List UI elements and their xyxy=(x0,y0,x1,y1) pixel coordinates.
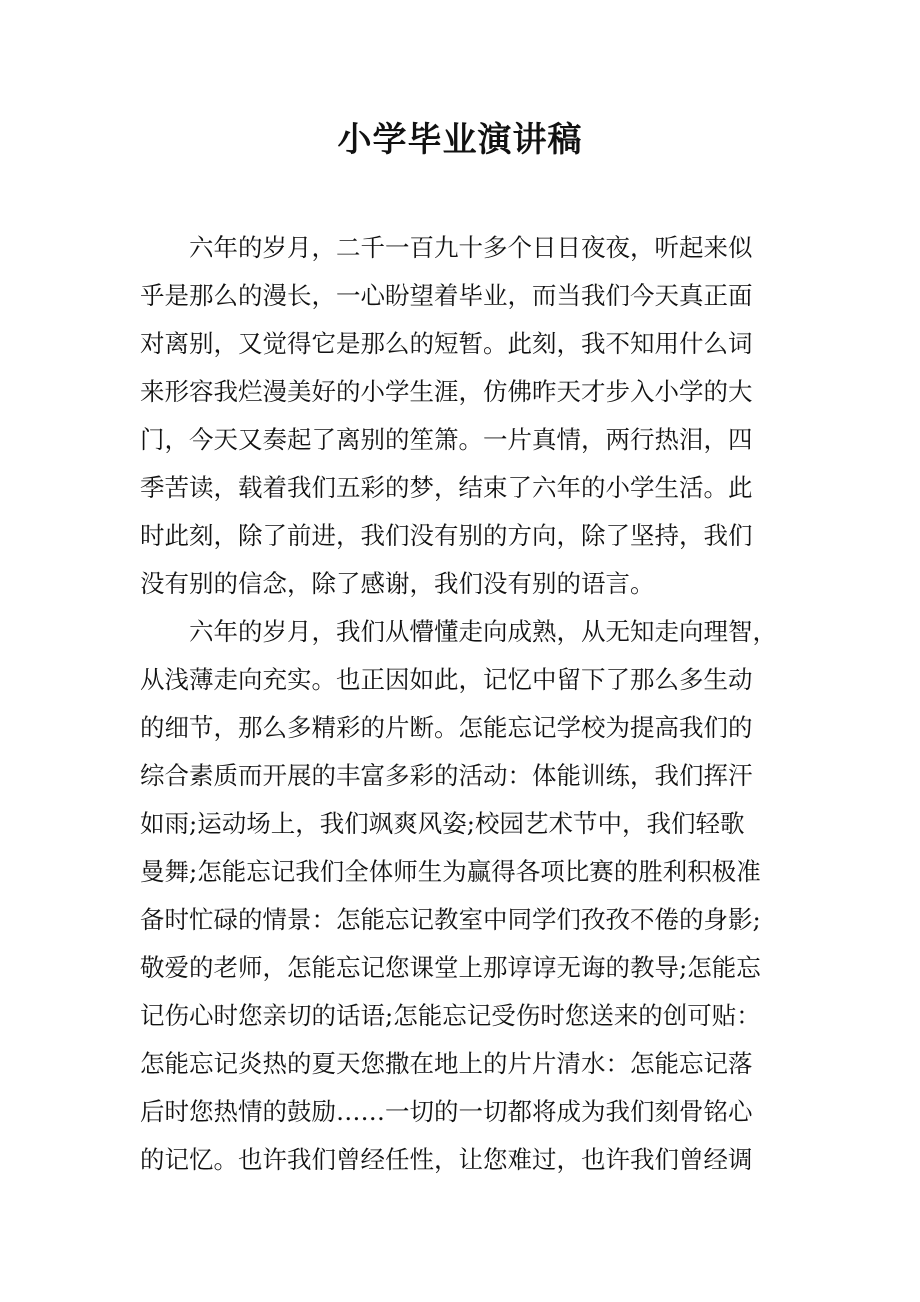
text-line: 门，今天又奏起了离别的笙箫。一片真情，两行热泪，四 xyxy=(140,425,753,454)
text-line: 季苦读，载着我们五彩的梦，结束了六年的小学生活。此 xyxy=(140,473,753,502)
text-line: 对离别，又觉得它是那么的短暂。此刻，我不知用什么词 xyxy=(140,329,753,358)
text-line: 如雨;运动场上，我们飒爽风姿;校园艺术节中，我们轻歌 xyxy=(140,809,745,838)
text-line: 没有别的信念，除了感谢，我们没有别的语言。 xyxy=(140,569,655,598)
text-line: 记伤心时您亲切的话语;怎能忘记受伤时您送来的创可贴： xyxy=(140,1001,761,1030)
text-line: 敬爱的老师，怎能忘记您课堂上那谆谆无诲的教导;怎能忘 xyxy=(140,953,761,982)
document-title: 小学毕业演讲稿 xyxy=(337,120,583,160)
text-line: 时此刻，除了前进，我们没有别的方向，除了坚持，我们 xyxy=(140,521,753,550)
text-line: 备时忙碌的情景：怎能忘记教室中同学们孜孜不倦的身影; xyxy=(140,905,761,934)
text-line: 从浅薄走向充实。也正因如此，记忆中留下了那么多生动 xyxy=(140,665,753,694)
text-line: 来形容我烂漫美好的小学生涯，仿佛昨天才步入小学的大 xyxy=(140,377,753,406)
paragraph-2 xyxy=(140,608,780,1184)
text-line: 六年的岁月，我们从懵懂走向成熟，从无知走向理智， xyxy=(189,617,777,646)
text-line: 后时您热情的鼓励……一切的一切都将成为我们刻骨铭心 xyxy=(140,1097,753,1126)
document-body xyxy=(140,224,780,1184)
text-line: 六年的岁月，二千一百九十多个日日夜夜，听起来似 xyxy=(189,233,753,262)
text-line: 综合素质而开展的丰富多彩的活动：体能训练，我们挥汗 xyxy=(140,761,753,790)
text-line: 的记忆。也许我们曾经任性，让您难过，也许我们曾经调 xyxy=(140,1145,753,1174)
text-line: 乎是那么的漫长，一心盼望着毕业，而当我们今天真正面 xyxy=(140,281,753,310)
paragraph-1 xyxy=(140,224,780,608)
text-line: 的细节，那么多精彩的片断。怎能忘记学校为提高我们的 xyxy=(140,713,753,742)
text-line: 曼舞;怎能忘记我们全体师生为赢得各项比赛的胜利积极准 xyxy=(140,857,761,886)
text-line: 怎能忘记炎热的夏天您撒在地上的片片清水：怎能忘记落 xyxy=(140,1049,753,1078)
